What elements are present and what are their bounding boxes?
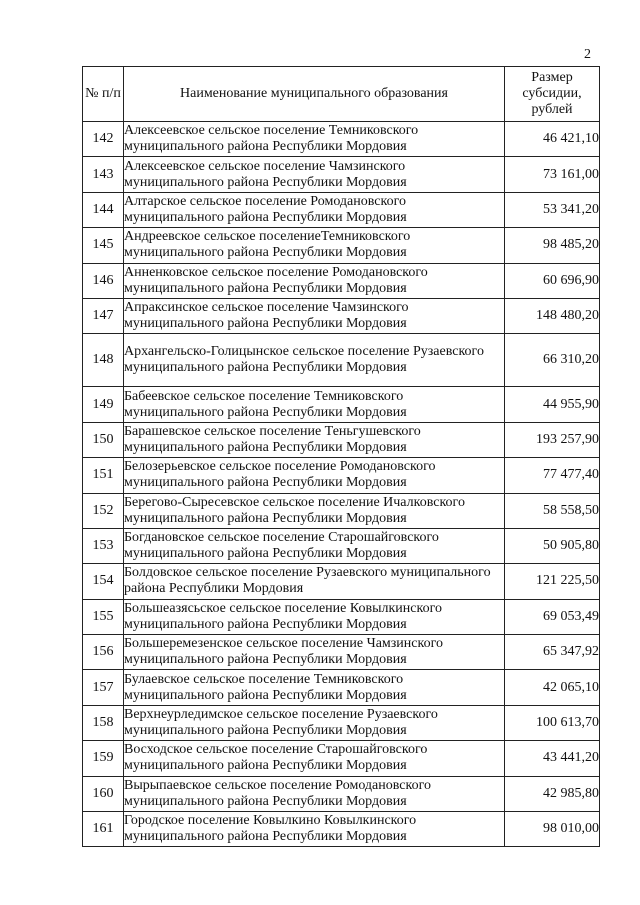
row-subsidy-amount: 42 065,10	[505, 670, 600, 705]
table-row	[83, 458, 600, 493]
row-number: 153	[83, 528, 124, 563]
row-number: 150	[83, 422, 124, 457]
row-municipality-name: Алтарское сельское поселение Ромодановского муниципального района Республики Мордовия	[124, 192, 505, 227]
row-number: 143	[83, 157, 124, 192]
row-municipality-name: Большеазясьское сельское поселение Ковылкинского муниципального района Республики Мордовия	[124, 599, 505, 634]
row-municipality-name: Андреевское сельское поселениеТемниковского муниципального района Республики Мордовия	[124, 228, 505, 263]
row-number: 147	[83, 298, 124, 333]
row-subsidy-amount: 193 257,90	[505, 422, 600, 457]
table-row	[83, 705, 600, 740]
row-number: 148	[83, 334, 124, 387]
row-number: 157	[83, 670, 124, 705]
row-municipality-name: Архангельско-Голицынское сельское поселение Рузаевского муниципального района Республики Мордовия	[124, 334, 505, 387]
row-subsidy-amount: 60 696,90	[505, 263, 600, 298]
row-municipality-name: Белозерьевское сельское поселение Ромодановского муниципального района Республики Мордовия	[124, 458, 505, 493]
table-row	[83, 334, 600, 387]
row-number: 152	[83, 493, 124, 528]
table-row	[83, 670, 600, 705]
row-municipality-name: Городское поселение Ковылкино Ковылкинского муниципального района Республики Мордовия	[124, 812, 505, 847]
row-number: 149	[83, 387, 124, 422]
row-number: 145	[83, 228, 124, 263]
row-municipality-name: Восходское сельское поселение Старошайговского муниципального района Республики Мордовия	[124, 741, 505, 776]
table-row	[83, 493, 600, 528]
row-municipality-name: Верхнеурледимское сельское поселение Рузаевского муниципального района Республики Мордовия	[124, 705, 505, 740]
table-row	[83, 528, 600, 563]
table-row	[83, 263, 600, 298]
row-municipality-name: Бабеевское сельское поселение Темниковского муниципального района Республики Мордовия	[124, 387, 505, 422]
table-row	[83, 564, 600, 599]
table-row	[83, 635, 600, 670]
row-number: 161	[83, 812, 124, 847]
row-subsidy-amount: 43 441,20	[505, 741, 600, 776]
row-municipality-name: Вырыпаевское сельское поселение Ромодановского муниципального района Республики Мордовия	[124, 776, 505, 811]
header-number: № п/п	[83, 67, 124, 122]
row-subsidy-amount: 98 485,20	[505, 228, 600, 263]
row-number: 146	[83, 263, 124, 298]
table-row	[83, 812, 600, 847]
row-subsidy-amount: 100 613,70	[505, 705, 600, 740]
header-name: Наименование муниципального образования	[124, 67, 505, 122]
row-municipality-name: Анненковское сельское поселение Ромодановского муниципального района Республики Мордовия	[124, 263, 505, 298]
row-subsidy-amount: 44 955,90	[505, 387, 600, 422]
row-municipality-name: Богдановское сельское поселение Старошайговского муниципального района Республики Мордовия	[124, 528, 505, 563]
row-subsidy-amount: 148 480,20	[505, 298, 600, 333]
row-number: 154	[83, 564, 124, 599]
row-number: 159	[83, 741, 124, 776]
row-municipality-name: Большеремезенское сельское поселение Чамзинского муниципального района Республики Мордовия	[124, 635, 505, 670]
row-municipality-name: Алексеевское сельское поселение Темниковского муниципального района Республики Мордовия	[124, 122, 505, 157]
table-row	[83, 776, 600, 811]
row-subsidy-amount: 73 161,00	[505, 157, 600, 192]
subsidy-table	[82, 66, 600, 847]
row-municipality-name: Болдовское сельское поселение Рузаевского муниципального района Республики Мордовия	[124, 564, 505, 599]
row-municipality-name: Барашевское сельское поселение Теньгушевского муниципального района Республики Мордовия	[124, 422, 505, 457]
row-municipality-name: Берегово-Сыресевское сельское поселение Ичалковского муниципального района Республики Мордовия	[124, 493, 505, 528]
row-subsidy-amount: 69 053,49	[505, 599, 600, 634]
row-number: 156	[83, 635, 124, 670]
table-row	[83, 122, 600, 157]
table-row	[83, 157, 600, 192]
table-row	[83, 422, 600, 457]
row-number: 151	[83, 458, 124, 493]
row-municipality-name: Алексеевское сельское поселение Чамзинского муниципального района Республики Мордовия	[124, 157, 505, 192]
row-number: 160	[83, 776, 124, 811]
row-subsidy-amount: 66 310,20	[505, 334, 600, 387]
table-row	[83, 228, 600, 263]
row-number: 155	[83, 599, 124, 634]
row-subsidy-amount: 98 010,00	[505, 812, 600, 847]
row-subsidy-amount: 50 905,80	[505, 528, 600, 563]
row-subsidy-amount: 42 985,80	[505, 776, 600, 811]
table-header-row	[83, 67, 600, 122]
row-number: 142	[83, 122, 124, 157]
page-number: 2	[584, 47, 591, 62]
header-subsidy: Размер субсидии, рублей	[505, 67, 600, 122]
row-number: 158	[83, 705, 124, 740]
row-subsidy-amount: 77 477,40	[505, 458, 600, 493]
row-subsidy-amount: 46 421,10	[505, 122, 600, 157]
row-subsidy-amount: 65 347,92	[505, 635, 600, 670]
table-row	[83, 599, 600, 634]
row-municipality-name: Апраксинское сельское поселение Чамзинского муниципального района Республики Мордовия	[124, 298, 505, 333]
table-row	[83, 298, 600, 333]
row-municipality-name: Булаевское сельское поселение Темниковского муниципального района Республики Мордовия	[124, 670, 505, 705]
row-subsidy-amount: 53 341,20	[505, 192, 600, 227]
row-subsidy-amount: 58 558,50	[505, 493, 600, 528]
table-row	[83, 741, 600, 776]
row-number: 144	[83, 192, 124, 227]
table-row	[83, 387, 600, 422]
row-subsidy-amount: 121 225,50	[505, 564, 600, 599]
table-row	[83, 192, 600, 227]
